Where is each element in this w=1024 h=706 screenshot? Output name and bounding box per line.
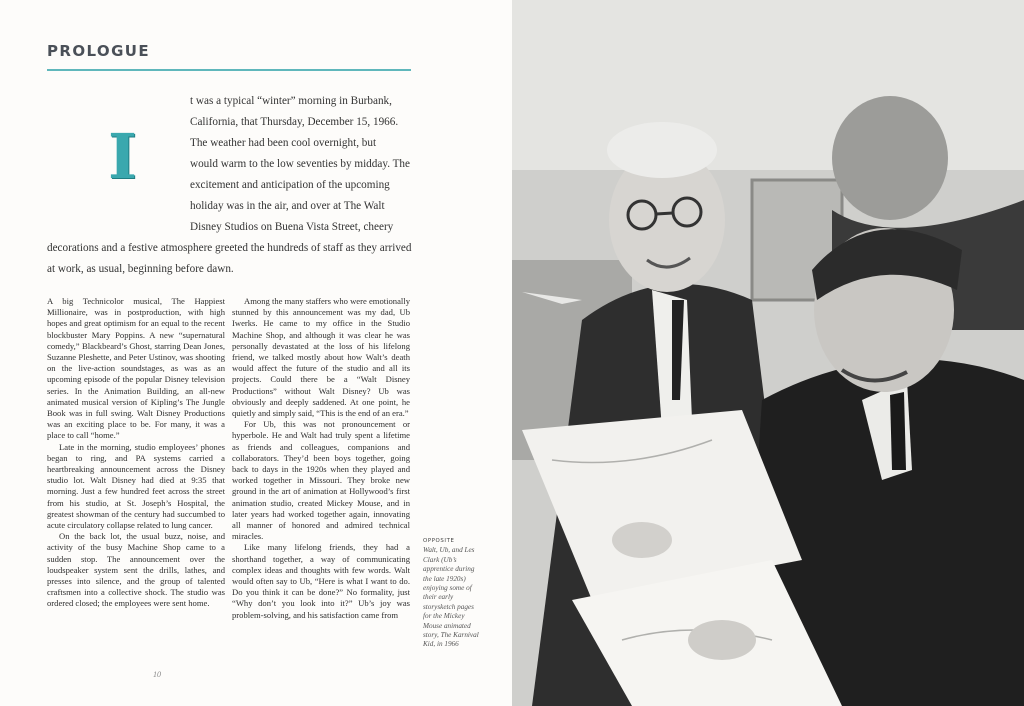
intro-line: would warm to the low seventies by midday. The <box>190 158 410 170</box>
paragraph: For Ub, this was not pronouncement or hyperbole. He and Walt had truly spent a lifetime as friends and colleagues, companions and collaborators. They’d been boys together, going back to days in the 1920s when they played and worked together in Missouri. They broke new ground in the art of animation at Hollywood’s first animation studio, created Mickey Mouse, and in later years had worked together again, innovating all manner of honored and admired technical miracles. <box>232 419 410 542</box>
intro-line: California, that Thursday, December 15, 1966. <box>190 116 399 128</box>
intro-line: decorations and a festive atmosphere greeted the hundreds of staff as they arrived <box>47 242 412 254</box>
paragraph: A big Technicolor musical, The Happiest Millionaire, was in postproduction, with high hopes and great optimism for an equal to the recent blockbuster Mary Poppins. A new “supernatural comedy,” Blackbeard’s Ghost, starring Dean Jones, Suzanne Pleshette, and Peter Ustinov, was shooting on the live-action soundstages, as was as an upcoming episode of the popular Disney television series. In the Animation Building, an all-new animated musical version of Kipling’s The Jungle Book was in full swing. Walt Disney Productions was an exciting place to be. For many, it was a place to call “home.” <box>47 296 225 441</box>
paragraph: Like many lifelong friends, they had a shorthand together, a way of communicating complex ideas and thoughts with few words. Walt would often say to Ub, “Here is what I want to do. Do you think it can be done?” No formality, just “Why don’t you look into it?” Ub’s joy was problem-solving, and his satisfaction came from <box>232 542 410 620</box>
photo-illustration <box>512 0 1024 706</box>
intro-line: t was a typical “winter” morning in Burbank, <box>190 95 392 107</box>
page-title: PROLOGUE <box>47 42 151 60</box>
caption-label: OPPOSITE <box>423 538 455 544</box>
paragraph: Among the many staffers who were emotionally stunned by this announcement was my dad, Ub Iwerks. He came to my office in the Studio Machine Shop, and although it was clear he was personally devastated at the loss of his lifelong friend, we talked mostly about how Walt’s death would affect the future of the studio and all its projects. Could there be a “Walt Disney Productions” without Walt Disney? Ub was obviously and deeply saddened. At one point, he quietly and simply said, “This is the end of an era.” <box>232 296 410 419</box>
paragraph: On the back lot, the usual buzz, noise, and activity of the busy Machine Shop came to a sudden stop. The announcement over the loudspeaker system sent the drills, lathes, and presses into silence, and the group of talented craftsmen into a collective shock. The studio was ordered closed; the employees were sent home. <box>47 531 225 609</box>
page-number: 10 <box>153 670 161 679</box>
body-column-right <box>232 296 410 621</box>
archival-photo <box>512 0 1024 706</box>
intro-line: at work, as usual, beginning before dawn. <box>47 263 234 275</box>
intro-line: Disney Studios on Buena Vista Street, cheery <box>190 221 394 233</box>
intro-line: excitement and anticipation of the upcoming <box>190 179 390 191</box>
body-column-left <box>47 296 225 610</box>
paragraph: Late in the morning, studio employees’ phones began to ring, and PA systems carried a heartbreaking announcement across the Disney studio lot. Walt Disney had died at 9:35 that morning. Just a few hundred feet across the street from his studio, at St. Joseph’s Hospital, the greatest showman of the century had succumbed to acute circulatory collapse related to lung cancer. <box>47 441 225 531</box>
intro-line: The weather had been cool overnight, but <box>190 137 377 149</box>
heading-rule <box>47 69 411 71</box>
photo-caption <box>423 537 481 650</box>
intro-line: holiday was in the air, and over at The Walt <box>190 200 385 212</box>
drop-cap: I <box>108 120 138 193</box>
caption-text: Walt, Ub, and Les Clark (Ub’s apprentice during the late 1920s) enjoying some of their early storysketch pages for the Mickey Mouse animated story, The Karnival Kid, in 1966 <box>423 546 479 649</box>
